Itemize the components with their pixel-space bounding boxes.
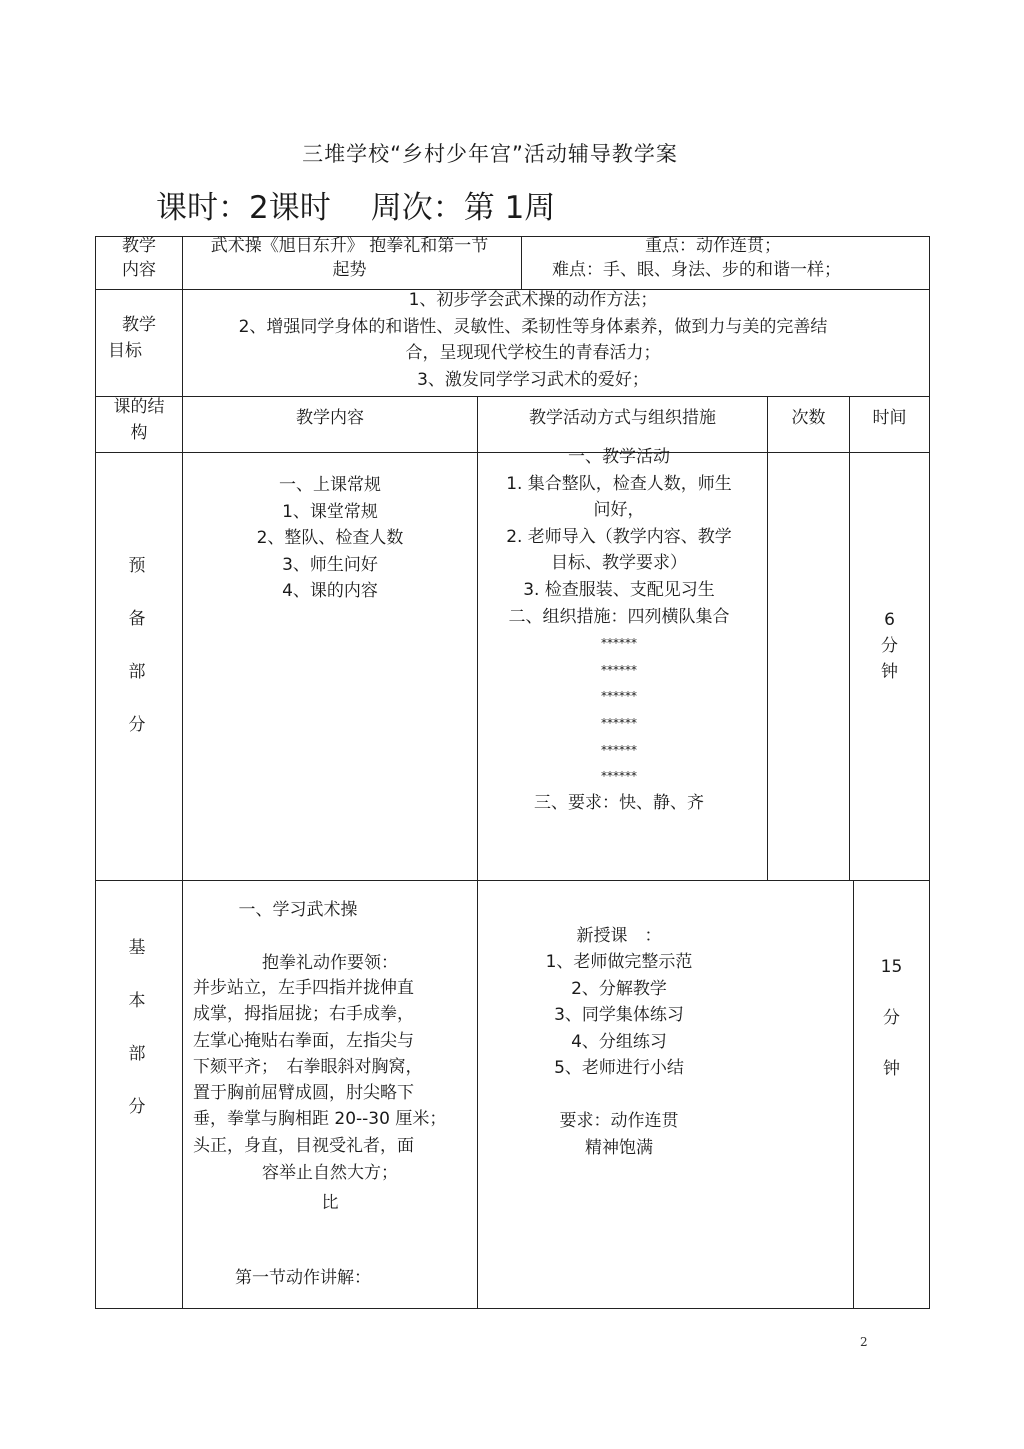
table-border-right	[929, 236, 930, 1309]
basic-label: 基 本 部 分	[128, 938, 146, 1117]
header-structure: 课的结 构	[113, 397, 165, 443]
lesson-subtitle	[156, 182, 555, 227]
formation-row: ******	[601, 769, 637, 784]
page-number: 2	[860, 1335, 868, 1349]
table-rule-vertical	[521, 236, 522, 289]
formation-row: ******	[601, 715, 637, 730]
table-rule	[95, 396, 930, 397]
content-row-text: 武术操《旭日东升》 抱拳礼和第一节 起势	[210, 236, 489, 280]
formation-row: ******	[601, 636, 637, 651]
basic-time: 15 分 钟	[880, 957, 903, 1079]
table-rule-vertical	[767, 396, 768, 881]
week-number: 周次：第 1周	[370, 190, 556, 226]
prep-time: 6 分 钟	[881, 610, 898, 682]
content-row-label: 教学 内容	[122, 236, 156, 280]
prep-activity: 一、教学活动 1. 集合整队，检查人数，师生 问好， 2. 老师导入（教学内容、教学 目标、教学要求） 3. 检查服装、支配见习生 二、组织措施：四列横队集合 ****** ****** ****** ****** ****** ****** 三、要求：快、静、齐	[478, 444, 760, 816]
table-rule-vertical	[182, 236, 183, 1309]
document-title: 三堆学校“乡村少年宫”活动辅导教学案	[302, 142, 678, 166]
goals-text: 1、初步学会武术操的动作方法； 2、增强同学身体的和谐性、灵敏性、柔韧性等身体素养，做到力与美的完善结 合，呈现现代学校生的青春活力； 3、激发同学学习武术的爱好；	[238, 290, 828, 390]
table-border-bottom	[95, 1308, 930, 1309]
table-rule	[95, 880, 930, 881]
goals-row-label: 教学 目标	[108, 315, 156, 361]
lesson-hours: 课时：2课时	[156, 190, 331, 226]
header-content: 教学内容	[296, 408, 364, 428]
formation-row: ******	[601, 742, 637, 757]
header-count: 次数	[791, 408, 826, 428]
formation-row: ******	[601, 689, 637, 704]
difficulty-point: 难点：手、眼、身法、步的和谐一样；	[552, 260, 841, 280]
prep-content: 一、上课常规 1、课堂常规 2、整队、检查人数 3、师生问好 4、课的内容	[256, 475, 404, 601]
header-time: 时间	[872, 408, 907, 428]
header-activity: 教学活动方式与组织措施	[529, 408, 716, 428]
prep-label: 预 备 部 分	[128, 556, 146, 735]
formation-row: ******	[601, 662, 637, 677]
key-point: 重点：动作连贯；	[645, 236, 781, 256]
